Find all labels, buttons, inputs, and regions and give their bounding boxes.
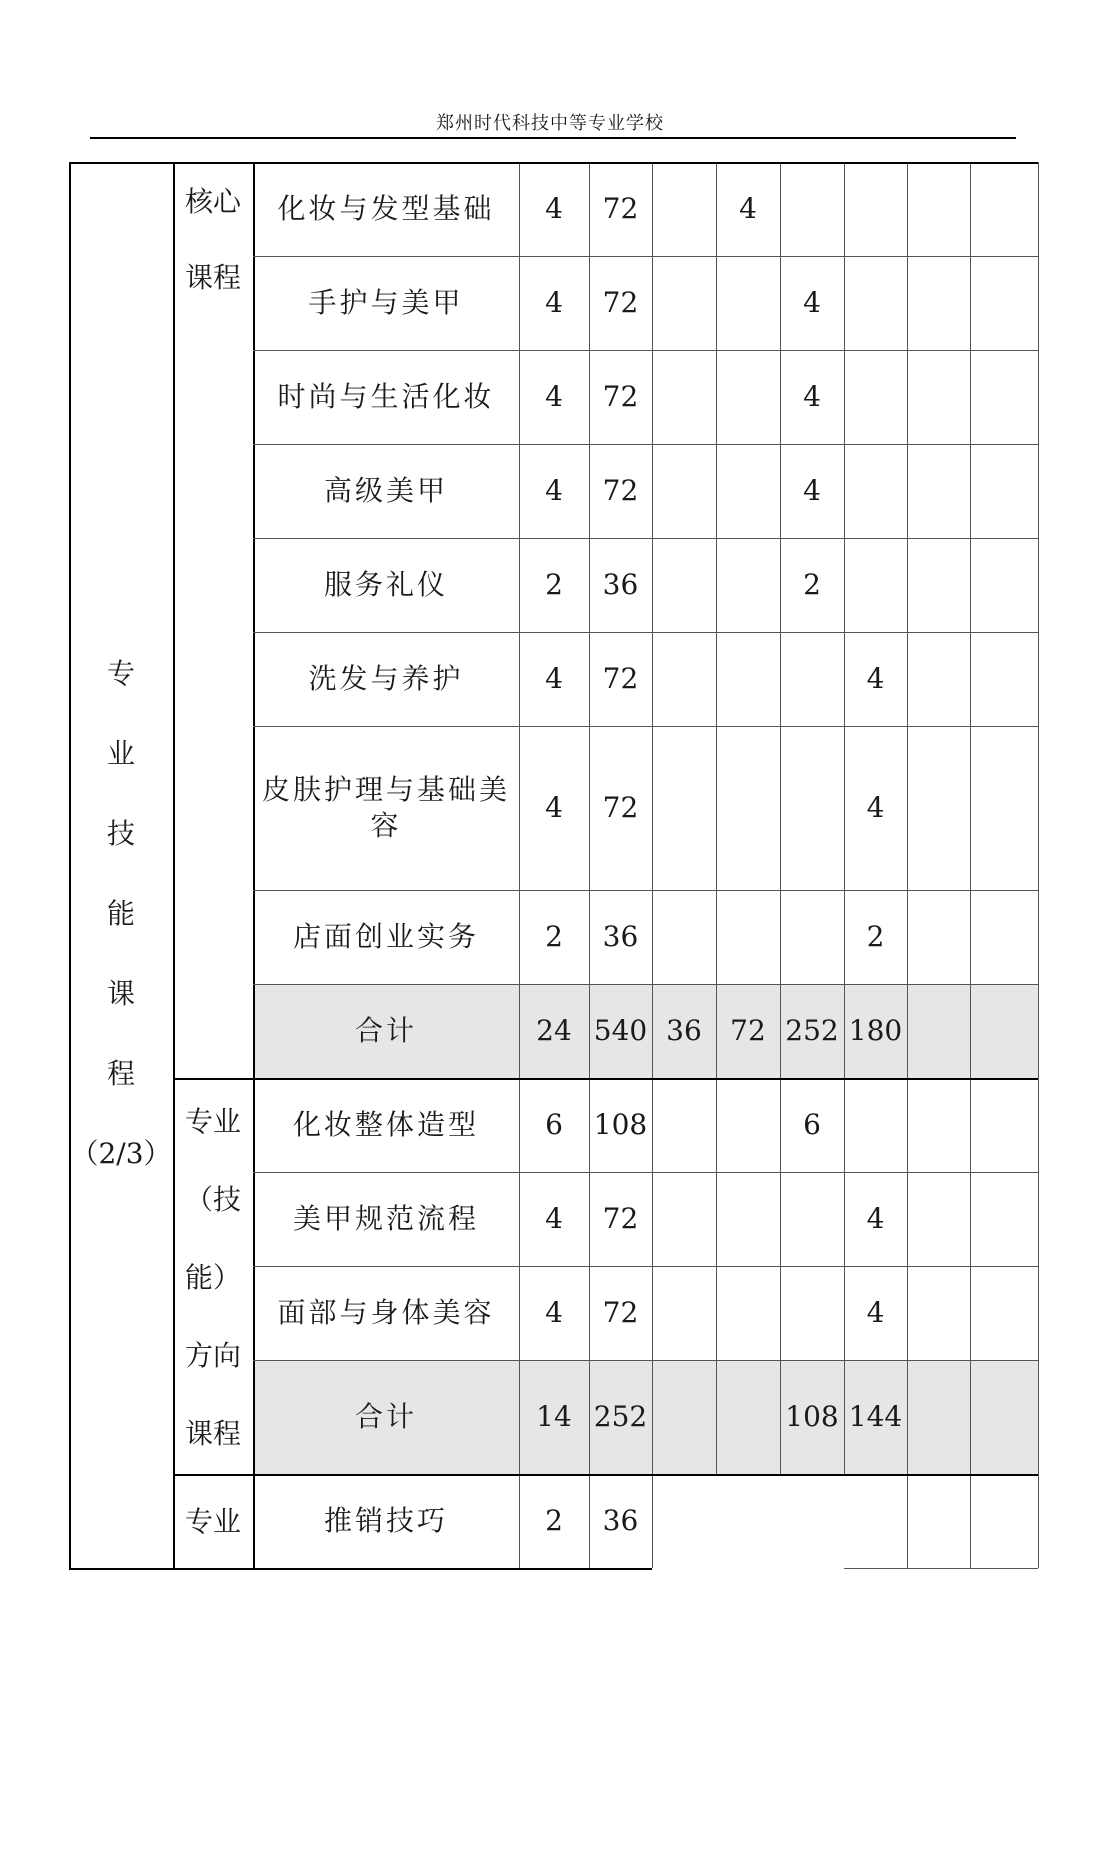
row-divider bbox=[253, 350, 1038, 351]
semester-hours-cell: 108 bbox=[785, 1399, 839, 1433]
hours-cell: 72 bbox=[602, 661, 639, 695]
semester-hours-cell bbox=[970, 1474, 1038, 1568]
credits-cell: 2 bbox=[545, 1503, 563, 1537]
semester-hours-cell bbox=[970, 1266, 1038, 1360]
semester-hours-cell bbox=[652, 632, 716, 726]
hours-cell: 108 bbox=[593, 1107, 648, 1141]
semester-hours-cell bbox=[844, 350, 907, 444]
semester-hours-cell bbox=[844, 1474, 907, 1568]
row-divider bbox=[173, 1078, 1038, 1080]
credits-cell: 2 bbox=[545, 567, 563, 601]
category-char: 业 bbox=[106, 737, 135, 770]
credits-cell: 4 bbox=[545, 1295, 563, 1329]
row-divider bbox=[253, 1360, 1038, 1361]
semester-hours-cell bbox=[844, 162, 907, 256]
semester-hours-cell bbox=[970, 1360, 1038, 1474]
semester-hours-cell bbox=[716, 1266, 780, 1360]
semester-hours-cell bbox=[780, 890, 844, 984]
semester-hours-cell bbox=[970, 726, 1038, 890]
row-divider bbox=[173, 1474, 1038, 1476]
semester-hours-cell bbox=[970, 350, 1038, 444]
semester-hours-cell bbox=[907, 1078, 970, 1172]
semester-hours-cell bbox=[652, 726, 716, 890]
hours-cell: 72 bbox=[602, 285, 639, 319]
credits-cell: 2 bbox=[545, 919, 563, 953]
course-name-cell: 洗发与养护 bbox=[308, 661, 464, 695]
group-label-text: （技 bbox=[184, 1183, 241, 1216]
row-divider bbox=[253, 1266, 1038, 1267]
semester-hours-cell bbox=[970, 890, 1038, 984]
credits-cell: 4 bbox=[545, 473, 563, 507]
credits-cell: 14 bbox=[536, 1399, 572, 1433]
semester-hours-cell bbox=[716, 890, 780, 984]
semester-hours-cell bbox=[844, 1078, 907, 1172]
semester-hours-cell bbox=[716, 538, 780, 632]
group-label-text: 能） bbox=[184, 1261, 241, 1294]
hours-cell: 72 bbox=[602, 790, 639, 824]
row-divider bbox=[253, 444, 1038, 445]
semester-hours-cell bbox=[652, 1474, 716, 1568]
table-bottom-border bbox=[844, 1568, 1038, 1569]
semester-hours-cell bbox=[907, 1172, 970, 1266]
group-label-text: 核心 bbox=[184, 185, 241, 218]
semester-hours-cell bbox=[652, 1172, 716, 1266]
semester-hours-cell bbox=[844, 444, 907, 538]
credits-cell: 4 bbox=[545, 1201, 563, 1235]
hours-cell: 72 bbox=[602, 473, 639, 507]
semester-hours-cell bbox=[780, 162, 844, 256]
grid-vline bbox=[519, 162, 520, 1568]
hours-cell: 540 bbox=[593, 1013, 648, 1047]
group-label-text: 方向 bbox=[184, 1339, 241, 1372]
semester-hours-cell bbox=[907, 256, 970, 350]
row-divider bbox=[253, 1172, 1038, 1173]
semester-hours-cell bbox=[907, 1474, 970, 1568]
semester-hours-cell bbox=[716, 632, 780, 726]
semester-hours-cell bbox=[780, 632, 844, 726]
row-divider bbox=[253, 984, 1038, 985]
course-name-cell: 推销技巧 bbox=[323, 1503, 448, 1537]
credits-cell: 4 bbox=[545, 379, 563, 413]
group-divider bbox=[253, 162, 255, 1568]
semester-hours-cell bbox=[970, 984, 1038, 1078]
group-label-last bbox=[173, 1500, 253, 1540]
category-char: 技 bbox=[106, 817, 135, 850]
course-name-cell: 合计 bbox=[354, 1399, 417, 1433]
course-name-cell: 店面创业实务 bbox=[292, 919, 479, 953]
semester-hours-cell bbox=[652, 256, 716, 350]
semester-hours-cell bbox=[907, 632, 970, 726]
semester-hours-cell bbox=[652, 162, 716, 256]
group-label-text: 专业 bbox=[184, 1105, 241, 1138]
semester-hours-cell bbox=[907, 444, 970, 538]
semester-hours-cell bbox=[716, 726, 780, 890]
semester-hours-cell: 36 bbox=[666, 1013, 702, 1047]
group-label-core bbox=[173, 180, 253, 296]
semester-hours-cell bbox=[652, 1266, 716, 1360]
credits-cell: 4 bbox=[545, 285, 563, 319]
semester-hours-cell bbox=[970, 1078, 1038, 1172]
grid-vline bbox=[907, 162, 908, 1568]
semester-hours-cell: 6 bbox=[803, 1107, 821, 1141]
semester-hours-cell bbox=[907, 538, 970, 632]
semester-hours-cell bbox=[970, 256, 1038, 350]
category-char: 能 bbox=[106, 897, 135, 930]
semester-hours-cell: 4 bbox=[739, 191, 757, 225]
semester-hours-cell bbox=[716, 1078, 780, 1172]
semester-hours-cell bbox=[907, 1266, 970, 1360]
semester-hours-cell bbox=[652, 1078, 716, 1172]
hours-cell: 72 bbox=[602, 1295, 639, 1329]
grid-vline bbox=[652, 162, 653, 1568]
table-bottom-border bbox=[69, 1568, 652, 1570]
semester-hours-cell bbox=[780, 726, 844, 890]
semester-hours-cell bbox=[652, 538, 716, 632]
course-name-cell: 化妆与发型基础 bbox=[277, 191, 495, 225]
group-label-text: 课程 bbox=[184, 261, 241, 294]
hours-cell: 36 bbox=[602, 1503, 639, 1537]
semester-hours-cell: 144 bbox=[848, 1399, 903, 1433]
category-ratio: （2/3） bbox=[70, 1137, 172, 1170]
grid-vline bbox=[844, 162, 845, 1474]
semester-hours-cell bbox=[652, 890, 716, 984]
grid-vline bbox=[970, 162, 971, 1568]
semester-hours-cell: 4 bbox=[866, 661, 885, 695]
group-label-text: 专业 bbox=[184, 1505, 241, 1538]
grid-vline bbox=[1038, 162, 1039, 1568]
semester-hours-cell bbox=[844, 256, 907, 350]
credits-cell: 4 bbox=[545, 790, 563, 824]
semester-hours-cell: 72 bbox=[730, 1013, 766, 1047]
semester-hours-cell: 4 bbox=[866, 1201, 885, 1235]
semester-hours-cell bbox=[780, 1474, 844, 1568]
course-name-cell: 面部与身体美容 bbox=[277, 1295, 495, 1329]
page-header-title: 郑州时代科技中等专业学校 bbox=[436, 113, 664, 134]
credits-cell: 24 bbox=[536, 1013, 572, 1047]
group-label-text: 课程 bbox=[184, 1417, 241, 1450]
row-divider bbox=[253, 726, 1038, 727]
semester-hours-cell bbox=[907, 726, 970, 890]
course-name-cell: 手护与美甲 bbox=[308, 285, 464, 319]
category-label bbox=[69, 652, 173, 1172]
category-char: 程 bbox=[106, 1057, 135, 1090]
semester-hours-cell: 2 bbox=[803, 567, 821, 601]
semester-hours-cell: 2 bbox=[866, 919, 885, 953]
semester-hours-cell: 4 bbox=[866, 790, 885, 824]
semester-hours-cell bbox=[716, 1360, 780, 1474]
credits-cell: 4 bbox=[545, 661, 563, 695]
semester-hours-cell: 180 bbox=[848, 1013, 903, 1047]
semester-hours-cell: 4 bbox=[866, 1295, 885, 1329]
grid-vline bbox=[716, 162, 717, 1474]
semester-hours-cell bbox=[907, 984, 970, 1078]
grid-vline bbox=[589, 162, 590, 1568]
row-divider bbox=[253, 538, 1038, 539]
semester-hours-cell bbox=[970, 1172, 1038, 1266]
hours-cell: 36 bbox=[602, 919, 639, 953]
semester-hours-cell bbox=[716, 350, 780, 444]
semester-hours-cell: 4 bbox=[803, 285, 821, 319]
semester-hours-cell bbox=[780, 1172, 844, 1266]
semester-hours-cell bbox=[970, 538, 1038, 632]
credits-cell: 4 bbox=[545, 191, 563, 225]
hours-cell: 252 bbox=[593, 1399, 648, 1433]
semester-hours-cell bbox=[780, 1266, 844, 1360]
semester-hours-cell bbox=[652, 444, 716, 538]
course-name-cell: 服务礼仪 bbox=[323, 567, 448, 601]
category-char: 专 bbox=[106, 657, 135, 690]
hours-cell: 36 bbox=[602, 567, 639, 601]
semester-hours-cell bbox=[716, 256, 780, 350]
grid-vline bbox=[780, 162, 781, 1474]
semester-hours-cell bbox=[970, 162, 1038, 256]
semester-hours-cell bbox=[844, 538, 907, 632]
semester-hours-cell bbox=[652, 1360, 716, 1474]
course-name-cell: 美甲规范流程 bbox=[292, 1201, 479, 1235]
semester-hours-cell bbox=[970, 444, 1038, 538]
semester-hours-cell: 4 bbox=[803, 473, 821, 507]
semester-hours-cell bbox=[716, 444, 780, 538]
row-divider bbox=[253, 256, 1038, 257]
semester-hours-cell bbox=[716, 1172, 780, 1266]
credits-cell: 6 bbox=[545, 1107, 563, 1141]
course-name-cell: 高级美甲 bbox=[323, 473, 448, 507]
semester-hours-cell bbox=[907, 350, 970, 444]
row-divider bbox=[253, 632, 1038, 633]
semester-hours-cell bbox=[716, 1474, 780, 1568]
group-label-direction bbox=[173, 1100, 253, 1452]
course-name-cell: 合计 bbox=[354, 1013, 417, 1047]
hours-cell: 72 bbox=[602, 191, 639, 225]
row-divider bbox=[253, 890, 1038, 891]
semester-hours-cell bbox=[907, 890, 970, 984]
table-top-border bbox=[69, 162, 1038, 164]
semester-hours-cell bbox=[652, 350, 716, 444]
semester-hours-cell bbox=[907, 162, 970, 256]
semester-hours-cell bbox=[970, 632, 1038, 726]
semester-hours-cell bbox=[907, 1360, 970, 1474]
semester-hours-cell: 4 bbox=[803, 379, 821, 413]
hours-cell: 72 bbox=[602, 1201, 639, 1235]
semester-hours-cell: 252 bbox=[785, 1013, 839, 1047]
course-name-cell: 化妆整体造型 bbox=[292, 1107, 479, 1141]
category-char: 课 bbox=[106, 977, 135, 1010]
course-name-cell: 时尚与生活化妆 bbox=[277, 379, 495, 413]
course-name-cell: 皮肤护理与基础美容 bbox=[261, 772, 510, 842]
hours-cell: 72 bbox=[602, 379, 639, 413]
